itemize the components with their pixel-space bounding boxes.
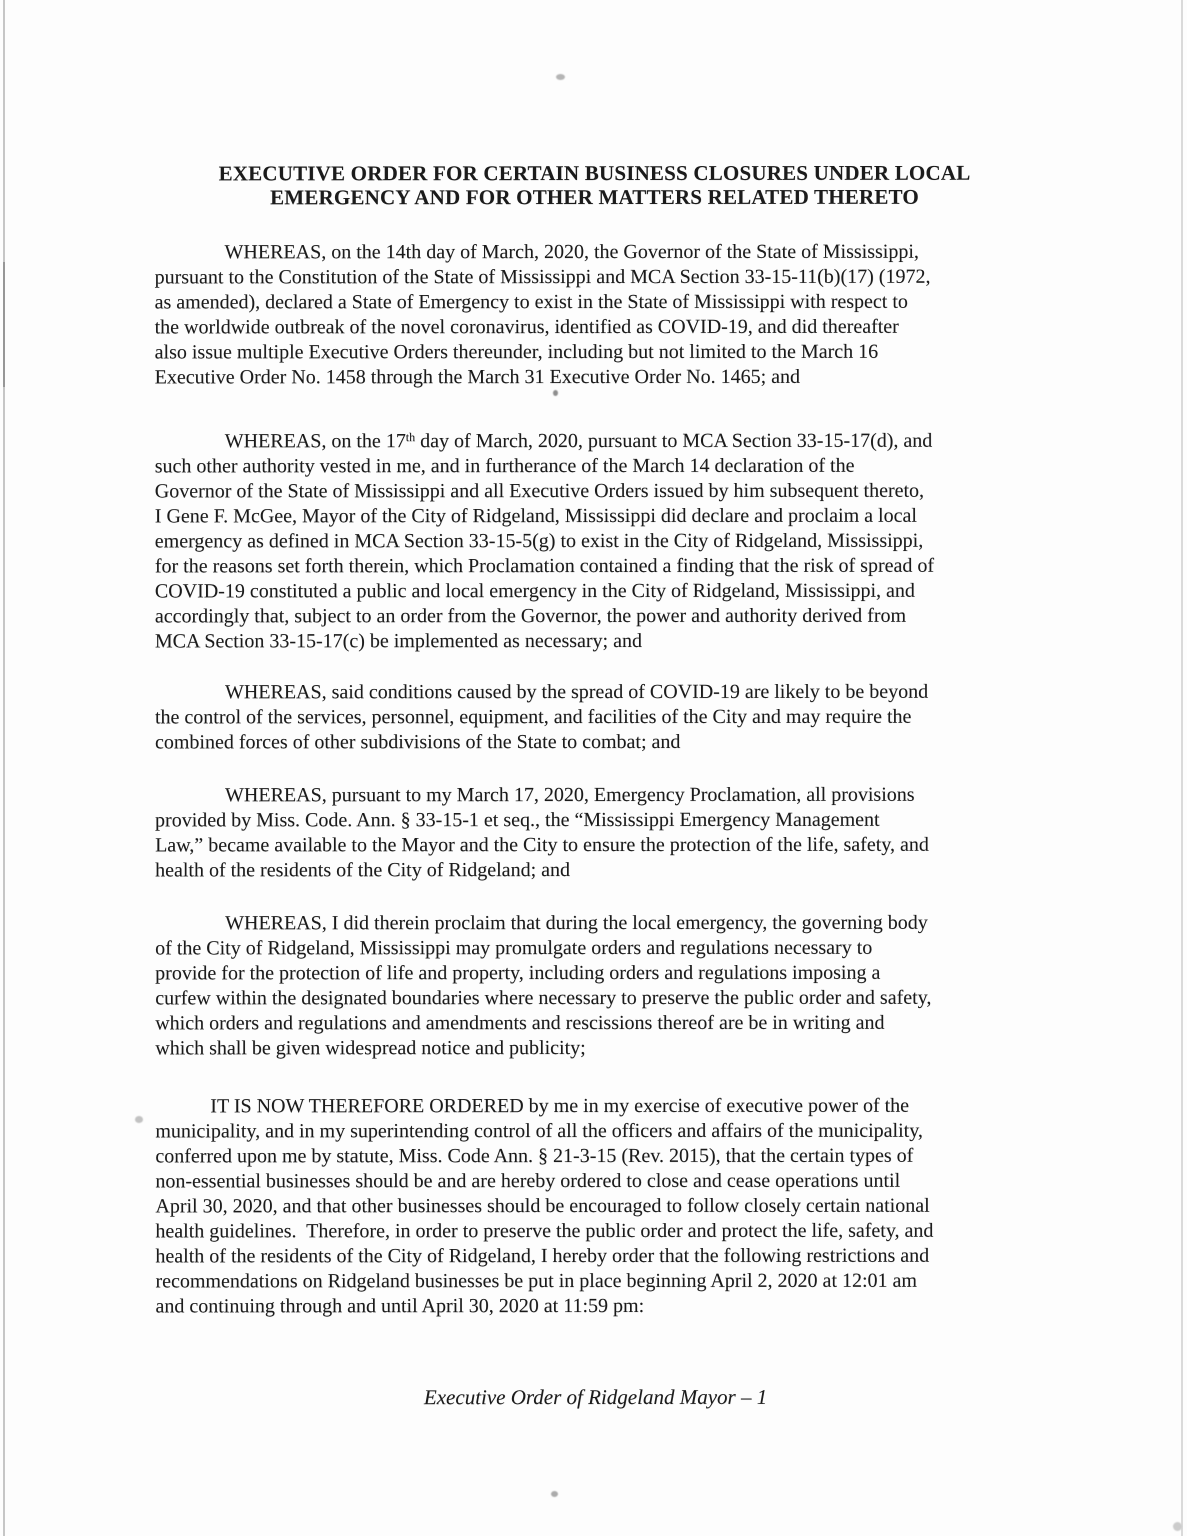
text-segment: WHEREAS, on the 17 bbox=[224, 430, 406, 453]
text-line: health of the residents of the City of Ridgeland; and bbox=[155, 859, 571, 882]
text-line: recommendations on Ridgeland businesses be put in place beginning April 2, 2020 at 12:01 am bbox=[155, 1269, 918, 1293]
text-line: conferred upon me by statute, Miss. Code Ann. § 21-3-15 (Rev. 2015), that the certain types of bbox=[155, 1144, 914, 1168]
text-line: also issue multiple Executive Orders thereunder, including but not limited to the March 16 bbox=[154, 340, 879, 364]
text-line: Law,” became available to the Mayor and the City to ensure the protection of the life, safety, and bbox=[155, 833, 929, 857]
paragraph-whereas-3 bbox=[155, 680, 1085, 756]
text-line bbox=[155, 425, 1085, 455]
text-line: non-essential businesses should be and are hereby ordered to close and cease operations until bbox=[155, 1169, 901, 1193]
title-line-1: EXECUTIVE ORDER FOR CERTAIN BUSINESS CLOSURES UNDER LOCAL bbox=[218, 160, 971, 186]
text-line: emergency as defined in MCA Section 33-15-5(g) to exist in the City of Ridgeland, Mississippi, bbox=[154, 529, 924, 553]
text-line: April 30, 2020, and that other businesses should be encouraged to follow closely certain national bbox=[155, 1194, 930, 1218]
text-line: WHEREAS, pursuant to my March 17, 2020, Emergency Proclamation, all provisions bbox=[225, 783, 915, 807]
text-line: curfew within the designated boundaries where necessary to preserve the public order and safety, bbox=[155, 986, 932, 1010]
text-line: municipality, and in my superintending control of all the officers and affairs of the municipality, bbox=[155, 1119, 923, 1143]
document-title bbox=[154, 161, 1034, 210]
text-line: as amended), declared a State of Emergency to exist in the State of Mississippi with respect to bbox=[154, 290, 908, 314]
text-line: of the City of Ridgeland, Mississippi may promulgate orders and regulations necessary to bbox=[155, 936, 873, 960]
title-line-2: EMERGENCY AND FOR OTHER MATTERS RELATED THERETO bbox=[270, 184, 919, 210]
text-line: accordingly that, subject to an order from the Governor, the power and authority derived from bbox=[154, 604, 907, 628]
text-line: combined forces of other subdivisions of the State to combat; and bbox=[154, 730, 681, 754]
paragraph-whereas-5 bbox=[155, 911, 1085, 1062]
text-line: for the reasons set forth therein, which Proclamation contained a finding that the risk of spread of bbox=[154, 554, 935, 578]
text-line: WHEREAS, said conditions caused by the spread of COVID-19 are likely to be beyond bbox=[224, 680, 929, 704]
text-line: WHEREAS, I did therein proclaim that during the local emergency, the governing body bbox=[225, 911, 928, 935]
paragraph-order-clause bbox=[155, 1094, 1085, 1320]
superscript-ordinal: th bbox=[405, 430, 416, 445]
text-line: IT IS NOW THEREFORE ORDERED by me in my exercise of executive power of the bbox=[210, 1094, 910, 1118]
text-line: the control of the services, personnel, equipment, and facilities of the City and may require the bbox=[154, 705, 912, 729]
text-line: such other authority vested in me, and in furtherance of the March 14 declaration of the bbox=[154, 454, 855, 478]
text-segment: day of March, 2020, pursuant to MCA Section 33-15-17(d), and bbox=[415, 429, 933, 453]
text-line: which shall be given widespread notice and publicity; bbox=[155, 1037, 586, 1060]
text-line: and continuing through and until April 30, 2020 at 11:59 pm: bbox=[155, 1294, 645, 1318]
page-footer-label: Executive Order of Ridgeland Mayor – 1 bbox=[423, 1384, 768, 1410]
text-line: the worldwide outbreak of the novel coronavirus, identified as COVID-19, and did thereafter bbox=[154, 315, 899, 339]
text-line: COVID-19 constituted a public and local emergency in the City of Ridgeland, Mississippi, and bbox=[154, 579, 915, 603]
text-line: health guidelines. Therefore, in order to preserve the public order and protect the life, safety, and bbox=[155, 1219, 934, 1243]
text-line: pursuant to the Constitution of the State of Mississippi and MCA Section 33-15-11(b)(17) (1972, bbox=[154, 265, 931, 289]
paragraph-whereas-2 bbox=[155, 425, 1085, 655]
text-line: I Gene F. McGee, Mayor of the City of Ridgeland, Mississippi did declare and proclaim a local bbox=[154, 504, 917, 528]
text-line: provide for the protection of life and property, including orders and regulations imposing a bbox=[155, 961, 881, 985]
text-line: health of the residents of the City of Ridgeland, I hereby order that the following restrictions and bbox=[155, 1244, 930, 1268]
text-line: MCA Section 33-15-17(c) be implemented as necessary; and bbox=[154, 629, 642, 653]
text-line: which orders and regulations and amendments and rescissions thereof are be in writing and bbox=[155, 1011, 885, 1035]
text-line: Executive Order No. 1458 through the March 31 Executive Order No. 1465; and bbox=[154, 365, 801, 389]
paragraph-whereas-4 bbox=[155, 783, 1085, 884]
text-line: Governor of the State of Mississippi and all Executive Orders issued by him subsequent thereto, bbox=[154, 479, 925, 503]
text-line: WHEREAS, on the 14th day of March, 2020, the Governor of the State of Mississippi, bbox=[224, 240, 919, 264]
text-line: provided by Miss. Code. Ann. § 33-15-1 et seq., the “Mississippi Emergency Management bbox=[155, 808, 880, 832]
paragraph-whereas-1 bbox=[155, 240, 1085, 391]
